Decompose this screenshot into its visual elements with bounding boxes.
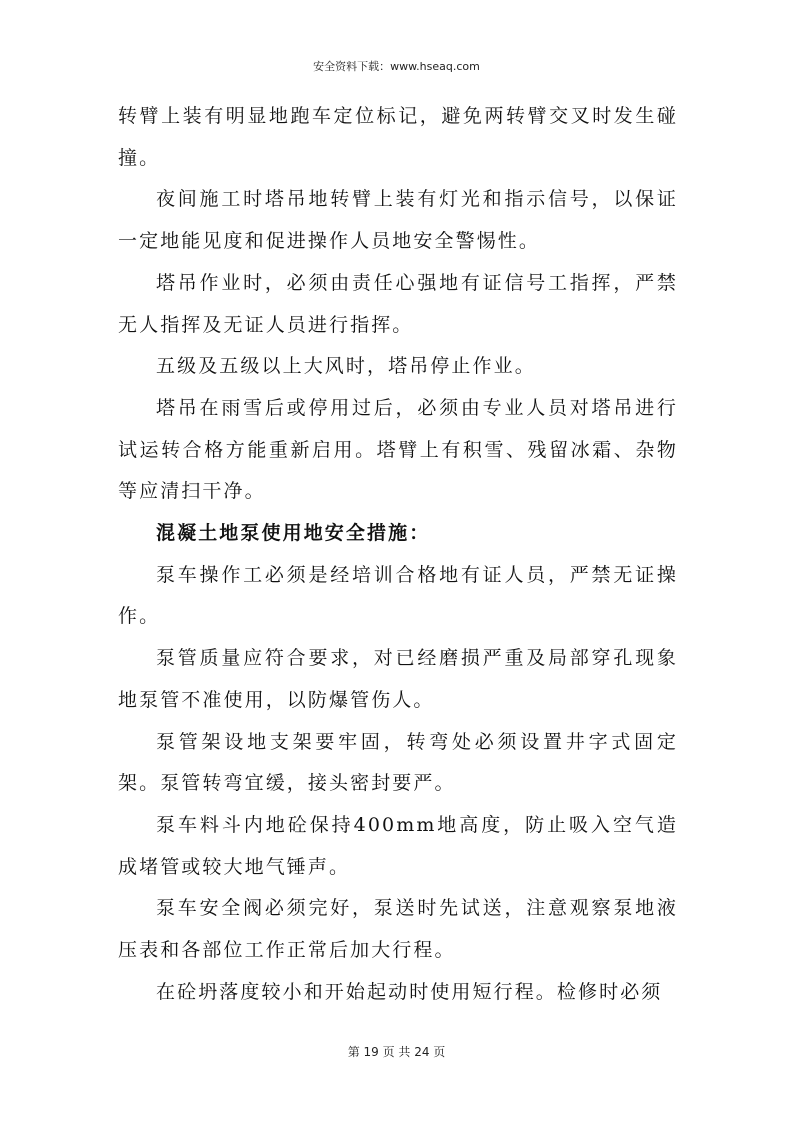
paragraph: 在砼坍落度较小和开始起动时使用短行程。检修时必须	[156, 980, 663, 1003]
paragraph: 泵车料斗内地砼保持400mm地高度，防止吸入空气造成堵管或较大地气锤声。	[118, 813, 678, 878]
page-footer: 第 19 页 共 24 页	[347, 1045, 446, 1059]
paragraph: 泵车操作工必须是经培训合格地有证人员，严禁无证操作。	[118, 563, 678, 628]
paragraph: 泵管架设地支架要牢固，转弯处必须设置井字式固定架。泵管转弯宜缓，接头密封要严。	[118, 730, 678, 795]
paragraph: 泵车安全阀必须完好，泵送时先试送，注意观察泵地液压表和各部位工作正常后加大行程。	[118, 897, 678, 962]
section-heading: 混凝土地泵使用地安全措施：	[156, 522, 431, 545]
paragraph: 夜间施工时塔吊地转臂上装有灯光和指示信号，以保证一定地能见度和促进操作人员地安全警惕性。	[118, 188, 678, 253]
paragraph: 转臂上装有明显地跑车定位标记，避免两转臂交叉时发生碰撞。	[118, 105, 678, 169]
document-body	[118, 96, 678, 1013]
paragraph: 塔吊在雨雪后或停用过后，必须由专业人员对塔吊进行试运转合格方能重新启用。塔臂上有积雪、残留冰霜、杂物等应清扫干净。	[118, 396, 678, 503]
paragraph: 五级及五级以上大风时，塔吊停止作业。	[156, 355, 536, 378]
paragraph: 塔吊作业时，必须由责任心强地有证信号工指挥，严禁无人指挥及无证人员进行指挥。	[118, 271, 678, 336]
page-header: 安全资料下载：www.hseaq.com	[313, 60, 480, 73]
paragraph: 泵管质量应符合要求，对已经磨损严重及局部穿孔现象地泵管不准使用，以防爆管伤人。	[118, 647, 678, 711]
